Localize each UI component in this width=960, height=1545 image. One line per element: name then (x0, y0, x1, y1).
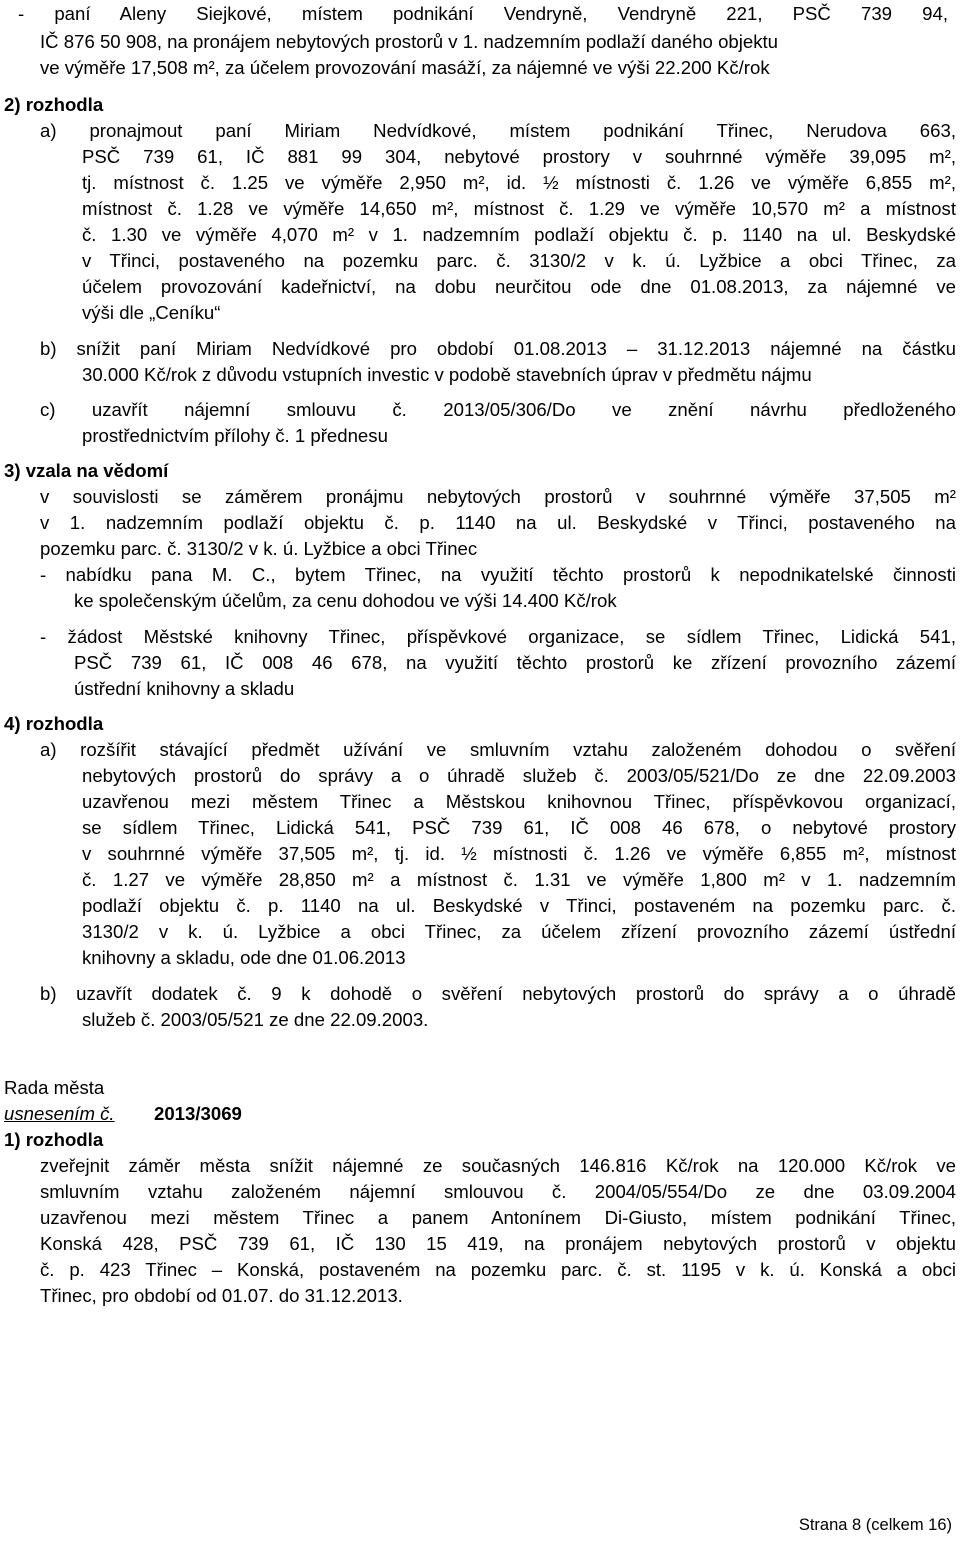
text-line: - nabídku pana M. C., bytem Třinec, na využití těchto prostorů k nepodnikatelské činnosti (40, 564, 956, 585)
text-line: prostřednictvím přílohy č. 1 přednesu (82, 425, 388, 446)
text-line: uzavřenou mezi městem Třinec a Městskou knihovnou Třinec, příspěvkovou organizací, (82, 791, 956, 812)
text-line: 3) vzala na vědomí (4, 460, 169, 481)
text-line: se sídlem Třinec, Lidická 541, PSČ 739 61, IČ 008 46 678, o nebytové prostory (82, 817, 956, 838)
text-line: účelem provozování kadeřnictví, na dobu neurčitou ode dne 01.08.2013, za nájemné ve (82, 276, 956, 297)
text-line: smluvním vztahu založeném nájemní smlouvou č. 2004/05/554/Do ze dne 03.09.2004 (40, 1181, 956, 1202)
text-line: usnesením č. (4, 1103, 115, 1124)
text-line: č. 1.30 ve výměře 4,070 m² v 1. nadzemním podlaží objektu č. p. 1140 na ul. Beskydské (82, 224, 956, 245)
text-line: 2013/3069 (154, 1103, 242, 1124)
text-line: v souhrnné výměře 37,505 m², tj. id. ½ místnosti č. 1.26 ve výměře 6,855 m², místnost (82, 843, 956, 864)
text-line: č. p. 423 Třinec – Konská, postaveném na pozemku parc. č. st. 1195 v k. ú. Konská a obci (40, 1259, 956, 1280)
text-line: Konská 428, PSČ 739 61, IČ 130 15 419, na pronájem nebytových prostorů v objektu (40, 1233, 956, 1254)
text-line: nebytových prostorů do správy a o úhradě služeb č. 2003/05/521/Do ze dne 22.09.2003 (82, 765, 956, 786)
text-line: pozemku parc. č. 3130/2 v k. ú. Lyžbice a obci Třinec (40, 538, 478, 559)
text-line: b) snížit paní Miriam Nedvídkové pro období 01.08.2013 – 31.12.2013 nájemné na částku (40, 338, 956, 359)
text-line: a) rozšířit stávající předmět užívání ve smluvním vztahu založeném dohodou o svěření (40, 739, 956, 760)
text-line: - žádost Městské knihovny Třinec, příspěvkové organizace, se sídlem Třinec, Lidická 541, (40, 626, 956, 647)
text-line: 2) rozhodla (4, 94, 104, 115)
text-line: v souvislosti se záměrem pronájmu nebytových prostorů v souhrnné výměře 37,505 m² (40, 486, 956, 507)
text-line: v 1. nadzemním podlaží objektu č. p. 1140 na ul. Beskydské v Třinci, postaveného na (40, 512, 956, 533)
text-line: zveřejnit záměr města snížit nájemné ze současných 146.816 Kč/rok na 120.000 Kč/rok ve (40, 1155, 956, 1176)
text-line: Třinec, pro období od 01.07. do 31.12.2013. (40, 1285, 403, 1306)
text-line: c) uzavřít nájemní smlouvu č. 2013/05/306/Do ve znění návrhu předloženého (40, 399, 956, 420)
text-line: a) pronajmout paní Miriam Nedvídkové, místem podnikání Třinec, Nerudova 663, (40, 120, 956, 141)
text-line: ústřední knihovny a skladu (74, 678, 295, 699)
text-line: 30.000 Kč/rok z důvodu vstupních investic v podobě stavebních úprav v předmětu nájmu (82, 364, 812, 385)
text-line: 3130/2 v k. ú. Lyžbice a obci Třinec, za účelem zřízení provozního zázemí ústřední (82, 921, 956, 942)
text-line: tj. místnost č. 1.25 ve výměře 2,950 m², id. ½ místnosti č. 1.26 ve výměře 6,855 m², (82, 172, 956, 193)
text-line: místnost č. 1.28 ve výměře 14,650 m², místnost č. 1.29 ve výměře 10,570 m² a místnost (82, 198, 956, 219)
text-line: b) uzavřít dodatek č. 9 k dohodě o svěření nebytových prostorů do správy a o úhradě (40, 983, 956, 1004)
text-line: - paní Aleny Siejkové, místem podnikání Vendryně, Vendryně 221, PSČ 739 94, (18, 3, 948, 24)
page-footer: Strana 8 (celkem 16) (798, 1516, 952, 1534)
text-line: uzavřenou mezi městem Třinec a panem Antonínem Di-Giusto, místem podnikání Třinec, (40, 1207, 956, 1228)
text-line: ve výměře 17,508 m², za účelem provozování masáží, za nájemné ve výši 22.200 Kč/rok (40, 57, 770, 78)
text-line: ke společenským účelům, za cenu dohodou ve výši 14.400 Kč/rok (74, 590, 617, 611)
text-line: Rada města (4, 1077, 105, 1098)
text-line: služeb č. 2003/05/521 ze dne 22.09.2003. (82, 1009, 429, 1030)
text-line: výši dle „Ceníku“ (82, 302, 221, 323)
text-line: č. 1.27 ve výměře 28,850 m² a místnost č. 1.31 ve výměře 1,800 m² v 1. nadzemním (82, 869, 956, 890)
text-line: 1) rozhodla (4, 1129, 104, 1150)
text-line: 4) rozhodla (4, 713, 104, 734)
text-line: IČ 876 50 908, na pronájem nebytových prostorů v 1. nadzemním podlaží daného objektu (40, 31, 779, 52)
text-line: PSČ 739 61, IČ 881 99 304, nebytové prostory v souhrnné výměře 39,095 m², (82, 146, 956, 167)
text-line: v Třinci, postaveného na pozemku parc. č. 3130/2 v k. ú. Lyžbice a obci Třinec, za (82, 250, 956, 271)
text-line: knihovny a skladu, ode dne 01.06.2013 (82, 947, 406, 968)
text-line: podlaží objektu č. p. 1140 na ul. Beskydské v Třinci, postaveném na pozemku parc. č. (82, 895, 956, 916)
text-line: PSČ 739 61, IČ 008 46 678, na využití těchto prostorů ke zřízení provozního zázemí (74, 652, 956, 673)
